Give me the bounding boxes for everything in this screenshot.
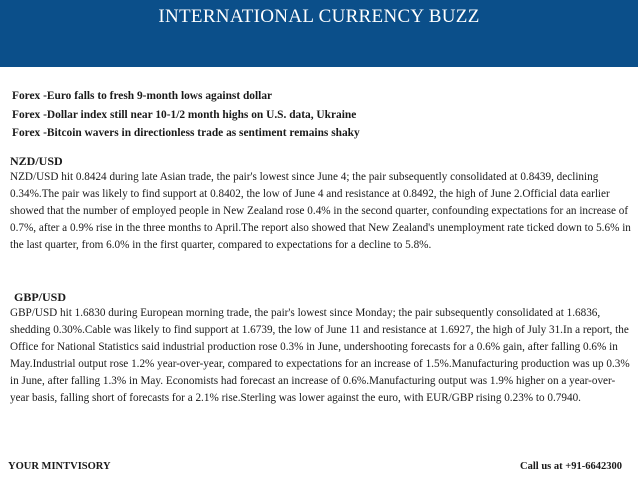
footer-brand: YOUR MINTVISORY [8,461,111,472]
section-heading: NZD/USD [10,154,63,168]
gbp-usd-section [10,289,632,408]
headline-list [12,87,632,143]
footer-contact: Call us at +91-6642300 [520,461,622,472]
headline-item: Forex -Dollar index still near 10-1/2 month highs on U.S. data, Ukraine [12,108,357,121]
section-body: GBP/USD hit 1.6830 during European morning trade, the pair's lowest since Monday; the pair subsequently consolidated at 1.6836, shedding 0.30%.Cable was likely to find support at 1.6739, the low of June 11 and resistance at 1.6927, the high of July 31.In a report, the Office for National Statistics said industrial production rose 0.3% in June, undershooting forecasts for a 0.6% gain, after falling 0.6% in May.Industrial output rose 1.2% year-over-year, compared to expectations for an increase of 1.5%.Manufacturing production was up 0.3% in June, after falling 1.3% in May. Economists had forecast an increase of 0.6%.Manufacturing output was 1.9% higher on a year-over-year basis, falling short of forecasts for a 2.1% rise.Sterling was lower against the euro, with EUR/GBP rising 0.23% to 0.7940. [10,307,630,405]
header-banner [0,0,638,67]
nzd-usd-section [10,153,632,254]
headline-item: Forex -Bitcoin wavers in directionless trade as sentiment remains shaky [12,127,360,139]
headline-item: Forex -Euro falls to fresh 9-month lows against dollar [12,90,273,102]
footer [8,461,622,477]
page-title: INTERNATIONAL CURRENCY BUZZ [158,6,480,27]
section-body: NZD/USD hit 0.8424 during late Asian trade, the pair's lowest since June 4; the pair subsequently consolidated at 0.8439, declining 0.34%.The pair was likely to find support at 0.8402, the low of June 4 and resistance at 0.8492, the high of June 2.Official data earlier showed that the number of employed people in New Zealand rose 0.4% in the second quarter, confounding expectations for an increase of 0.7%, after a 0.9% rise in the three months to April.The report also showed that New Zealand's unemployment rate ticked down to 5.6% in the last quarter, from 6.0% in the first quarter, compared to expectations for a decline to 5.8%. [10,171,631,252]
section-heading: GBP/USD [14,290,67,304]
